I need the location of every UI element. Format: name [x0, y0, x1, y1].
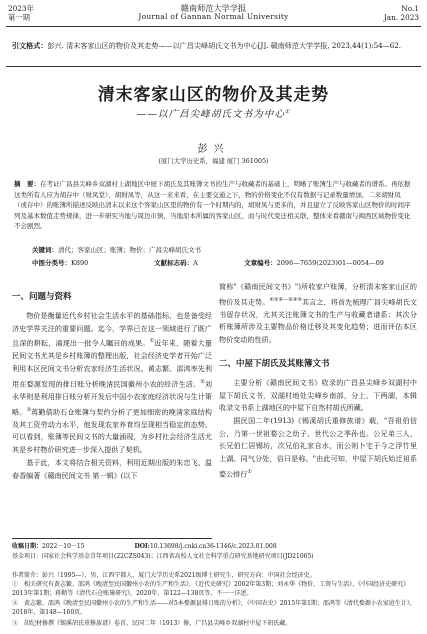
citation-format: [12, 40, 417, 51]
author-name: 彭兴: [197, 144, 230, 155]
header-no: No.1: [401, 4, 419, 13]
abstract-text: 在考证广昌县尖峰乡双湖村上湖地区中屋下胡氏及其账簿文书的生产与收藏者的基础上，明晰了账簿生产与收藏者的谱系。再依据这类所有人应为胡存中（财凤堂）、胡财凤等，从这一来来看，在主要交通之下，物的价格变化不仅有数据与记录数量增加，二来胡财凤（或存中）的账簿所描述反映出清末以来这个客家山区里的物价有一个时期内的，胡财凤与更多的，并且建立了反映客家山区物价的时间序列及基本数值走势规律，进一步研究当地与周边市镇，当地原本所属的客家山区、而与时代变迁相关联，整体来看赣南与闽西区域物价变化不会剧烈。: [14, 180, 411, 231]
header-journal-en: Journal of Gannan Normal University: [138, 12, 289, 21]
doc-code-value: A: [193, 259, 198, 267]
citation-label: 引文格式：: [12, 41, 48, 50]
citation-rule: [6, 66, 421, 67]
footnote-3: ③ 胡纪材修撰《锡溪胡氏重修族谱》卷首、民国二年（1913）修，广昌县尖峰乡双湖村中屋下胡氏藏。: [12, 620, 292, 627]
clc-value: K890: [71, 259, 89, 267]
header-journal-cn: 赣南师范大学学报: [180, 3, 247, 13]
citation-text: 彭兴. 清末客家山区的物价及其走势——以广昌尖峰胡氏文书为中心[J]. 赣南师范大学学报, 2023,44(1):54—62.: [47, 41, 402, 50]
header-issue: 第一期: [8, 13, 30, 22]
header-date: Jan. 2023: [383, 13, 419, 22]
paragraph: 基于此，本文将结合相关资料，利用近期出版的朱忠飞、温春香编著《赣南民间文书 第一辑》(以下: [12, 457, 212, 480]
funding-note: 基金项目：国家社会科学基金青年项目(22CZS043)；江西省高校人文社会科学重点研究基地研究项目(JD21065): [12, 553, 314, 560]
header-year: 2023年: [8, 4, 34, 13]
header-right: [384, 4, 419, 22]
body-column-left: [12, 281, 212, 482]
clc-label: 中图分类号：: [32, 259, 71, 267]
doi-value: 10.13698/j.cnki.cn36-1346/c.2023.01.008: [149, 543, 277, 550]
receipt-date: 收稿日期：2022－10－15 DOI:10.13698/j.cnki.cn36-1346/c.2023.01.008: [12, 543, 277, 550]
body-column-right: [219, 281, 417, 481]
keywords-label: 关键词：: [32, 246, 58, 254]
paragraph: 主要分析《赣南民间文书》收录的广昌县尖峰乡双湖村中屋下胡氏文书，双湖村地处尖峰乡南部，分上、下两湖，本辑收录文书系上湖地区的中屋下自然村胡氏所藏。: [219, 377, 417, 413]
journal-header: [0, 0, 427, 26]
section-heading-2: 二、中屋下胡氏及其账簿文书: [219, 358, 330, 369]
footnote-2: ② 黄志繁、邵鸿《晚清至民国徽州小农的生产和生活——对5本婺源县排日账的分析》，《中国农史》2015年第1期；邵鸿等《清代婺源小农家庭生计》，2018年，第148—160页。: [12, 599, 416, 616]
subtitle-text: ——以广昌尖峰胡氏文书为中心: [136, 109, 285, 120]
author-bio: 作者简介：彭兴（1995—），男，江西宁都人，厦门大学历史系2021级博士研究生，研究方向：中国社会经济史。 ① 相关研究有黄志繁、邵鸿《晚清至民国徽州小农的生产和生活》，《近代史研究》2002年第3期；刘永华《物价、工资与生活》，《中国经济史研究》2013年第1期；蒋勤等《清代石仓账簿研究》，2020年，第122—138页等，不一一详述。 ② 黄志繁、邵鸿《晚清至民国徽州小农的生产和生活——对5本婺源县排日账的分析》，《中国农史》2015年第1期；邵鸿等《清代婺源小农家庭生计》，2018年，第148—160页。: [12, 572, 416, 616]
keywords-text: 清代；客家山区；账簿；物价；广昌尖峰胡氏文书: [58, 246, 201, 254]
section-heading-1: 一、问题与资料: [12, 292, 72, 302]
abstract: [14, 179, 413, 232]
paragraph: 据民国二年(1913)《锡溪胡氏重修族谱》载，"吾祖伯信公，乃第一世祖婺公之幼子，世代公之季孙也。公兄弟三人，长兄伯仁居锡坊，次兄伯礼家自水，而公则卜宅于今之浮竹里上湖。同气分处，俗曰是称。"由此可知，中屋下胡氏始迁祖系婺公排行①: [219, 415, 417, 479]
article-number-label: 文章编号：: [244, 259, 277, 267]
article-subtitle: [0, 106, 427, 120]
keywords: [32, 245, 412, 256]
footnote-rule: [12, 538, 212, 539]
classification-meta: [32, 258, 412, 269]
doc-code-label: 文献标志码：: [154, 259, 194, 267]
footnote-1: ① 相关研究有黄志繁、邵鸿《晚清至民国徽州小农的生产和生活》，《近代史研究》2002年第3期；刘永华《物价、工资与生活》，《中国经济史研究》2013年第1期；蒋勤等《清代石仓账簿研究》，2020年，第122—138页等，不一一详述。: [12, 581, 410, 598]
header-rule: [6, 26, 421, 27]
paragraph: 物价是衡量近代乡村社会生活水平的基础指标，也是备受经济史学界关注的重要问题。迄今，学界已在这一领域进行了既广且深的耕耘，涌现出一批令人瞩目的成果。①近年来，随着大量民间文书尤其是乡村账簿的整理出版，社会经济史学者开始广泛利用本区民间文书分析农家经济生活状况。黄志繁、邵鸿率先利用在婺源发现的排日账分析晚清民国徽州小农的经济生活。②刘永华则是利用排日账分析开发后中国小农家庭经济状况与生计策略。③蒋勤借助石仓账簿与契约分析了更加细密的晚清家庭结构及其工资劳动力水平，他发现农家养育均呈现相当稳定的态势。可以看到，账簿等民间文书的大量涌现，为乡村社会经济生活尤其是乡村物价研究进一步深入提供了契机。: [12, 311, 213, 455]
author-affiliation: (厦门大学历史系，福建 厦门 361005): [158, 157, 269, 165]
abstract-label: 摘 要：: [14, 180, 40, 188]
article-number-value: 2096—7659(2023)01—0054—09: [276, 259, 384, 267]
subtitle-footnote-mark: ①: [284, 108, 291, 115]
article-title: 清末客家山区的物价及其走势: [97, 84, 330, 104]
paragraph: 简称"《赣南民间文书》")所收家户账簿，分析清末客家山区的物价及其走势。④⑤⑥—⑧⑨⑩其言之，将首先梳理广昌尖峰胡氏文书留存状况，尤其关注账簿文书的生产与收藏者谱系；其次分析账簿所涉及主要物品价格迁移及其变化趋势；进而评估本区物价变动的性质。: [219, 282, 418, 345]
